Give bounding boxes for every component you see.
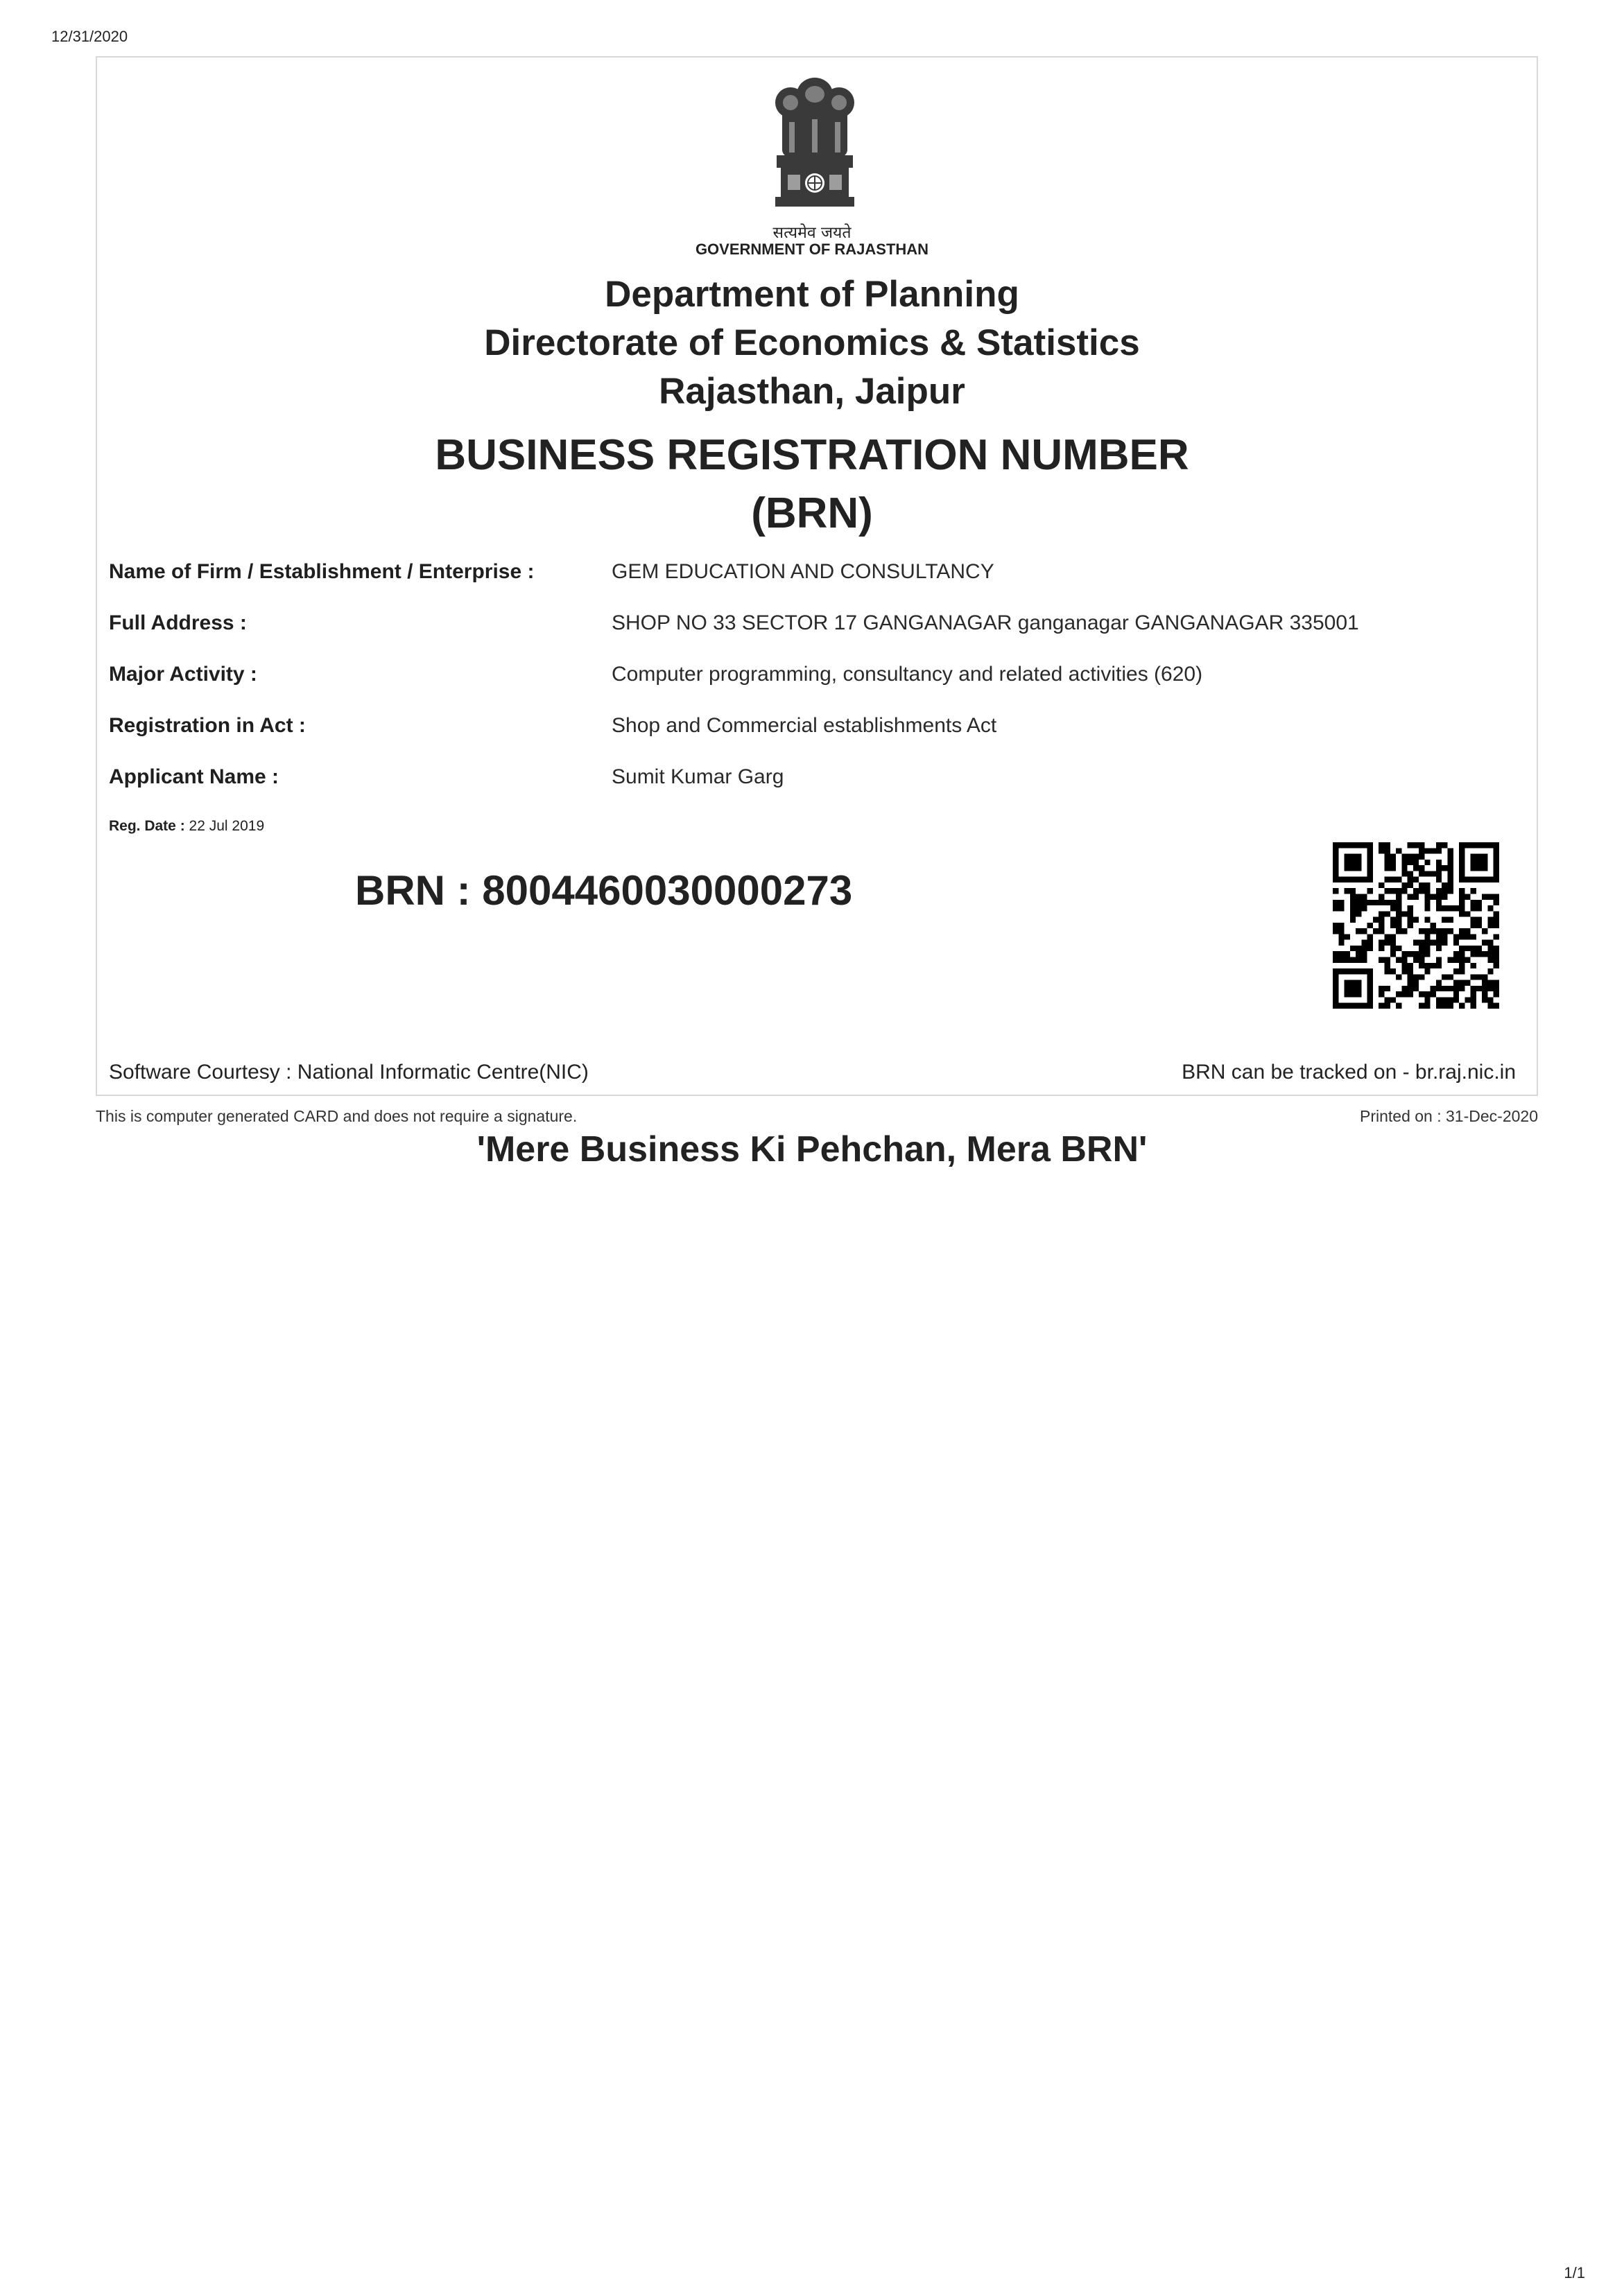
- national-emblem-icon: [756, 67, 874, 226]
- field-label: Name of Firm / Establishment / Enterprise :: [109, 560, 535, 583]
- field-label: Major Activity :: [109, 663, 257, 686]
- department-line-2: Directorate of Economics & Statistics: [484, 322, 1140, 363]
- page-number: 1/1: [1564, 2264, 1585, 2281]
- print-date: 12/31/2020: [51, 28, 128, 45]
- department-line-1: Department of Planning: [605, 274, 1019, 315]
- department-line-3: Rajasthan, Jaipur: [659, 371, 965, 412]
- qr-code-icon: [1333, 842, 1499, 1009]
- field-label: Registration in Act :: [109, 714, 306, 737]
- tracking-text: BRN can be tracked on - br.raj.nic.in: [1182, 1061, 1516, 1084]
- printed-on-date: Printed on : 31-Dec-2020: [1360, 1107, 1538, 1125]
- field-label: Applicant Name :: [109, 765, 279, 788]
- reg-date-label: Reg. Date :: [109, 818, 185, 834]
- registration-date: [109, 818, 264, 835]
- field-value: Shop and Commercial establishments Act: [612, 714, 997, 737]
- tagline: 'Mere Business Ki Pehchan, Mera BRN': [476, 1129, 1148, 1169]
- title-line-1: BUSINESS REGISTRATION NUMBER: [435, 431, 1189, 479]
- document-title: [0, 426, 1624, 543]
- title-line-2: (BRN): [751, 489, 873, 537]
- tracking-info: [1182, 1061, 1528, 1084]
- government-name: GOVERNMENT OF RAJASTHAN: [695, 241, 929, 258]
- department-heading: [0, 270, 1624, 416]
- field-value: SHOP NO 33 SECTOR 17 GANGANAGAR ganganagar GANGANAGAR 335001: [612, 611, 1359, 634]
- field-value: GEM EDUCATION AND CONSULTANCY: [612, 560, 994, 583]
- registration-fields: [109, 560, 1523, 817]
- field-value: Computer programming, consultancy and related activities (620): [612, 663, 1203, 686]
- field-value: Sumit Kumar Garg: [612, 765, 784, 788]
- emblem-motto: सत्यमेव जयते: [772, 224, 852, 242]
- field-firm-name: [109, 560, 1523, 611]
- software-courtesy: Software Courtesy : National Informatic Centre(NIC): [109, 1061, 589, 1084]
- field-major-activity: [109, 663, 1523, 714]
- reg-date-value: 22 Jul 2019: [189, 818, 265, 834]
- field-label: Full Address :: [109, 611, 247, 634]
- field-applicant-name: [109, 765, 1523, 817]
- brn-number: BRN : 8004460030000273: [355, 867, 853, 914]
- signature-note: This is computer generated CARD and does not require a signature.: [96, 1107, 578, 1125]
- field-full-address: [109, 611, 1523, 663]
- field-registration-act: [109, 714, 1523, 765]
